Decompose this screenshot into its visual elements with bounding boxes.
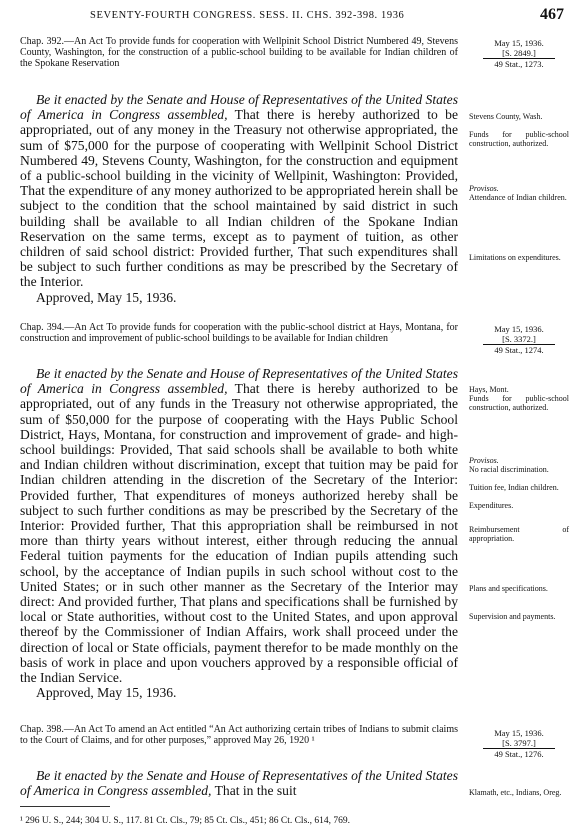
- chapter-394-body: [20, 366, 458, 700]
- approval-date: May 15, 1936.: [494, 324, 544, 334]
- chapter-392-title: [20, 36, 458, 70]
- running-title: SEVENTY-FOURTH CONGRESS. SESS. II. CHS. 392-398. 1936: [90, 10, 405, 21]
- enacting-clause: Be it enacted by the Senate and House of Representatives of the United States of America in Congress assembled,: [20, 366, 458, 397]
- chapter-398-body: [20, 768, 458, 798]
- page-header: [20, 6, 568, 26]
- chapter-394-date-box: [469, 324, 569, 355]
- margin-note: Limitations on expenditures.: [469, 253, 561, 262]
- margin-note: Reimbursement of appropriation.: [469, 525, 569, 543]
- margin-note: Provisos.: [469, 184, 499, 193]
- bill-number: [S. 2849.]: [483, 48, 555, 59]
- chapter-394-title: [20, 322, 458, 344]
- enacting-clause: Be it enacted by the Senate and House of Representatives of the United States of America in Congress assembled,: [20, 768, 458, 799]
- section-text: That in the suit: [214, 783, 297, 799]
- chapter-title: Chap. 394.—An Act To provide funds for cooperation with the public-school district at Hays, Montana, for construction and improvement of public-school buildings to be available for Indian children: [20, 322, 458, 345]
- enacting-paragraph: [20, 366, 458, 685]
- enacting-paragraph: [20, 768, 458, 798]
- approval-date: May 15, 1936.: [494, 38, 544, 48]
- approval-line: Approved, May 15, 1936.: [36, 685, 177, 701]
- enacting-paragraph: [20, 92, 458, 290]
- bill-number: [S. 3797.]: [483, 738, 555, 749]
- margin-note: Plans and specifications.: [469, 584, 548, 593]
- enacting-clause: Be it enacted by the Senate and House of Representatives of the United States of America in Congress assembled,: [20, 92, 458, 123]
- margin-note: Supervision and payments.: [469, 612, 556, 621]
- section-text: That there is hereby authorized to be appropriated, out of any money in the Treasury not otherwise appropriated, the sum of $75,000 for the purpose of cooperating with Wellpinit School District Numbered 49, Stevens County, Washington, for the construction and equipment of a public-school building in the vicinity of Wellpinit, Washington: Provided, That the expenditure of any money authorized to be appropriated herein shall be subject to the condition that the school maintained by said district in such building shall be available to all Indian children of the Spokane Indian Reservation on the same terms, except as to payment of tuition, as other children of said school district: Provided further, That such expenditures shall be subject to such further conditions as may be prescribed by the Secretary of the Interior.: [20, 107, 459, 290]
- margin-note: Stevens County, Wash.: [469, 112, 543, 121]
- margin-note: Attendance of Indian children.: [469, 193, 567, 202]
- stat-citation: 49 Stat., 1273.: [494, 59, 544, 69]
- approval-date: May 15, 1936.: [494, 728, 544, 738]
- margin-note: Klamath, etc., Indians, Oreg.: [469, 788, 562, 797]
- section-text: That there is hereby authorized to be appropriated, out of any funds in the Treasury not otherwise appropriated, the sum of $50,000 for the purpose of cooperating with the Hays Public School District, Hays, Montana, for construction and improvement of grade- and high-school buildings: Provided, That said schools shall be available to both white and Indian children without discrimination, except that tuition may be paid for Indian children attending in the discretion of the Secretary of the Interior: Provided further, That expenditures of moneys authorized hereby shall be subject to such further conditions as may be prescribed by the Secretary of the Interior: Provided further, That this appropriation shall be reimbursed in not more than thirty years without interest, either through reducing the annual Federal tuition payments for the education of Indian pupils attending such school, by the acceptance of Indian pupils in such school without cost to the United States; or in such other manner as the Secretary of the Interior may direct: And provided further, That plans and specifications shall be furnished by local or State authorities, without cost to the United States, and upon approval thereof by the Commissioner of Indian Affairs, work shall proceed under the direction of local or State officials, payment therefor to be made monthly on the basis of work in place and upon vouchers approved by a responsible official of the Indian Service.: [20, 381, 459, 686]
- page-number: 467: [540, 6, 564, 23]
- margin-note: Hays, Mont.: [469, 385, 509, 394]
- margin-note: Funds for public-school construction, authorized.: [469, 130, 569, 148]
- chapter-398-date-box: [469, 728, 569, 759]
- chapter-392-body: [20, 92, 458, 305]
- footnote: ¹ 296 U. S., 244; 304 U. S., 117. 81 Ct. Cls., 79; 85 Ct. Cls., 451; 86 Ct. Cls., 614, 769.: [20, 816, 351, 826]
- margin-note: Expenditures.: [469, 501, 514, 510]
- approval-line: Approved, May 15, 1936.: [36, 289, 177, 305]
- chapter-392-date-box: [469, 38, 569, 69]
- bill-number: [S. 3372.]: [483, 334, 555, 345]
- margin-note: No racial discrimination.: [469, 465, 549, 474]
- chapter-title: Chap. 392.—An Act To provide funds for cooperation with Wellpinit School District Numbered 49, Stevens County, Washington, for the construction of a public-school building to be available for Indian children of the Spokane Reservation: [20, 36, 458, 70]
- chapter-title: Chap. 398.—An Act To amend an Act entitled “An Act authorizing certain tribes of Indians to submit claims to the Court of Claims, and for other purposes,” approved May 26, 1920 ¹: [20, 724, 458, 747]
- chapter-398-title: [20, 724, 458, 746]
- stat-citation: 49 Stat., 1276.: [494, 749, 544, 759]
- footnote-rule: [20, 806, 110, 807]
- margin-note: Provisos.: [469, 456, 499, 465]
- margin-note: Funds for public-school construction, authorized.: [469, 394, 569, 412]
- margin-note: Tuition fee, Indian children.: [469, 483, 559, 492]
- stat-citation: 49 Stat., 1274.: [494, 345, 544, 355]
